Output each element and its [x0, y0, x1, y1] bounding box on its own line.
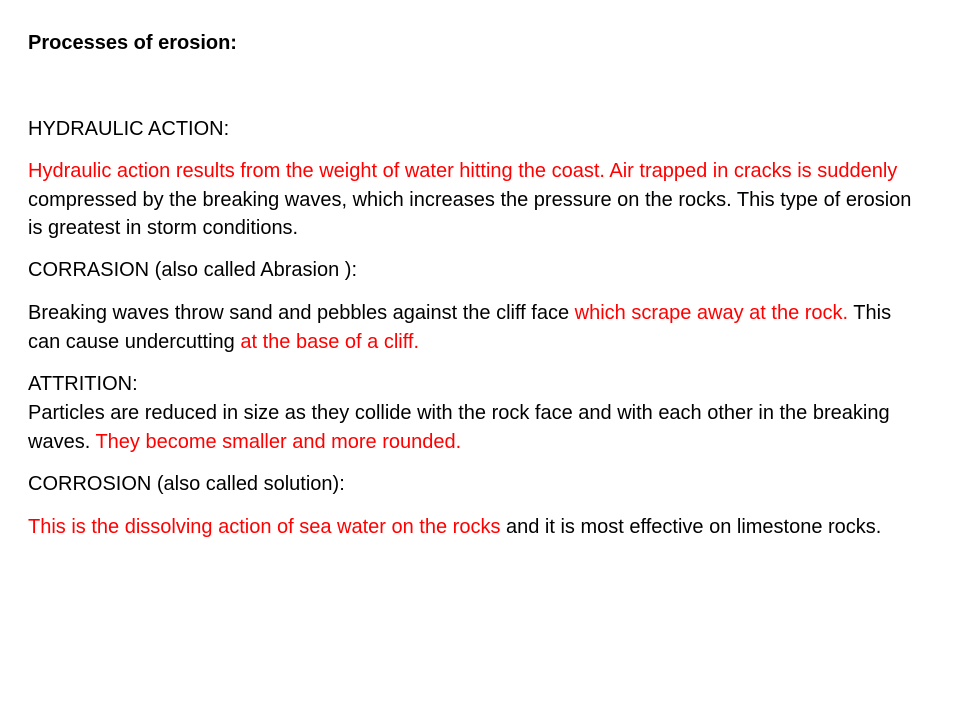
- attrition-body: [28, 399, 923, 456]
- attrition-body-2-red: They become smaller and more rounded.: [95, 430, 462, 453]
- corrasion-body-3: This can cause undercutting: [28, 302, 892, 353]
- corrasion-body-2-red: which scrape away at the rock.: [574, 302, 849, 324]
- corrosion-body-2: and it is most effective on limestone rocks.: [500, 516, 882, 538]
- corrasion-body: [28, 299, 923, 356]
- corrasion-heading: CORRASION (also called Abrasion ):: [28, 259, 358, 281]
- hydraulic-body: [28, 157, 923, 243]
- corrosion-heading: CORROSION (also called solution):: [28, 473, 345, 495]
- hydraulic-body-red: Hydraulic action results from the weight of water hitting the coast. Air trapped in cracks is suddenly: [28, 160, 898, 182]
- page-title: Processes of erosion:: [28, 32, 237, 54]
- hydraulic-body-rest: compressed by the breaking waves, which increases the pressure on the rocks. This type of erosion is greatest in storm conditions.: [28, 188, 912, 239]
- slide: [28, 0, 928, 720]
- corrosion-body-1-red: This is the dissolving action of sea water on the rocks: [28, 516, 501, 538]
- corrasion-body-1: Breaking waves throw sand and pebbles against the cliff face: [28, 302, 575, 324]
- corrasion-body-4-red: at the base of a cliff.: [240, 330, 420, 353]
- corrosion-body: [28, 513, 923, 542]
- attrition-body-1: Particles are reduced in size as they collide with the rock face and with each other in the breaking waves.: [28, 402, 890, 453]
- attrition-heading: ATTRITION:: [28, 373, 138, 395]
- hydraulic-heading: HYDRAULIC ACTION:: [28, 118, 230, 140]
